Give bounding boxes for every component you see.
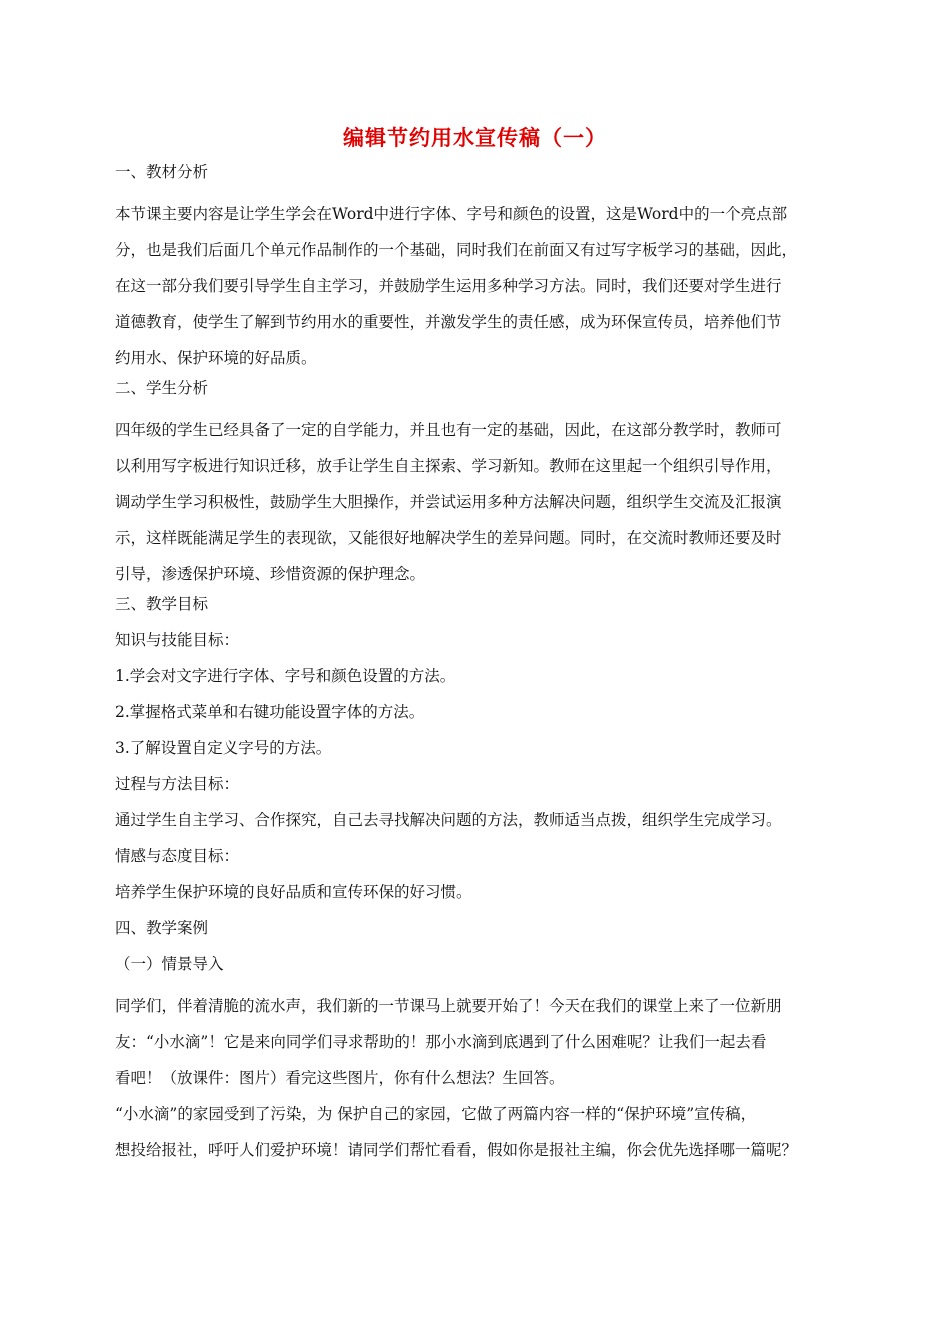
text-line: 友：“小水滴”！它是来向同学们寻求帮助的！那小水滴到底遇到了什么困难呢？让我们一起去看 [115,1033,767,1051]
paragraph-intro [115,988,850,1096]
text-line: “小水滴”的家园受到了污染，为 保护自己的家园，它做了两篇内容一样的“保护环境”宣传稿， [115,1105,757,1123]
paragraph-student-analysis [115,412,850,592]
process-goal-label: 过程与方法目标： [115,775,240,793]
text-line: 示，这样既能满足学生的表现欲，又能很好地解决学生的差异问题。同时，在交流时教师还要及时 [115,529,782,547]
emotion-goal-label: 情感与态度目标： [115,847,240,865]
section-heading-4: 四、教学案例 [115,919,209,937]
text-line: 约用水、保护环境的好品质。 [115,349,317,367]
emotion-goal-text: 培养学生保护环境的良好品质和宣传环保的好习惯。 [115,883,472,901]
process-goal-text: 通过学生自主学习、合作探究，自己去寻找解决问题的方法，教师适当点拨，组织学生完成学习。 [115,811,782,829]
knowledge-goal-label: 知识与技能目标： [115,631,240,649]
paragraph-textbook-analysis [115,196,850,376]
document-title: 编辑节约用水宣传稿（一） [343,125,607,150]
text-line: 分，也是我们后面几个单元作品制作的一个基础，同时我们在前面又有过写字板学习的基础，因此， [115,241,798,259]
section-heading-3: 三、教学目标 [115,595,209,613]
goal-item-1: 1.学会对文字进行字体、字号和颜色设置的方法。 [115,667,456,685]
text-line: 引导，渗透保护环境、珍惜资源的保护理念。 [115,565,426,583]
text-line: 同学们，伴着清脆的流水声，我们新的一节课马上就要开始了！今天在我们的课堂上来了一位新朋 [115,997,782,1015]
document-body [115,160,850,1168]
section-heading-1: 一、教材分析 [115,163,209,181]
goal-item-3: 3.了解设置自定义字号的方法。 [115,739,332,757]
text-line: 看吧！（放课件：图片）看完这些图片，你有什么想法？生回答。 [115,1069,565,1087]
text-line: 本节课主要内容是让学生学会在Word中进行字体、字号和颜色的设置，这是Word中的一个亮点部 [115,205,788,223]
text-line: 四年级的学生已经具备了一定的自学能力，并且也有一定的基础，因此，在这部分教学时，教师可 [115,421,782,439]
text-line: 在这一部分我们要引导学生自主学习，并鼓励学生运用多种学习方法。同时，我们还要对学生进行 [115,277,782,295]
text-line: 以利用写字板进行知识迁移，放手让学生自主探索、学习新知。教师在这里起一个组织引导作用， [115,457,782,475]
paragraph-water-drop [115,1096,850,1168]
text-line: 调动学生学习积极性，鼓励学生大胆操作，并尝试运用多种方法解决问题，组织学生交流及汇报演 [115,493,782,511]
goal-item-2: 2.掌握格式菜单和右键功能设置字体的方法。 [115,703,425,721]
text-line: 想投给报社，呼吁人们爱护环境！请同学们帮忙看看，假如你是报社主编，你会优先选择哪一篇呢？ [115,1141,798,1159]
text-line: 道德教育，使学生了解到节约用水的重要性，并激发学生的责任感，成为环保宣传员，培养他们节 [115,313,782,331]
section-heading-2: 二、学生分析 [115,379,209,397]
subsection-heading-intro: （一）情景导入 [115,955,224,973]
